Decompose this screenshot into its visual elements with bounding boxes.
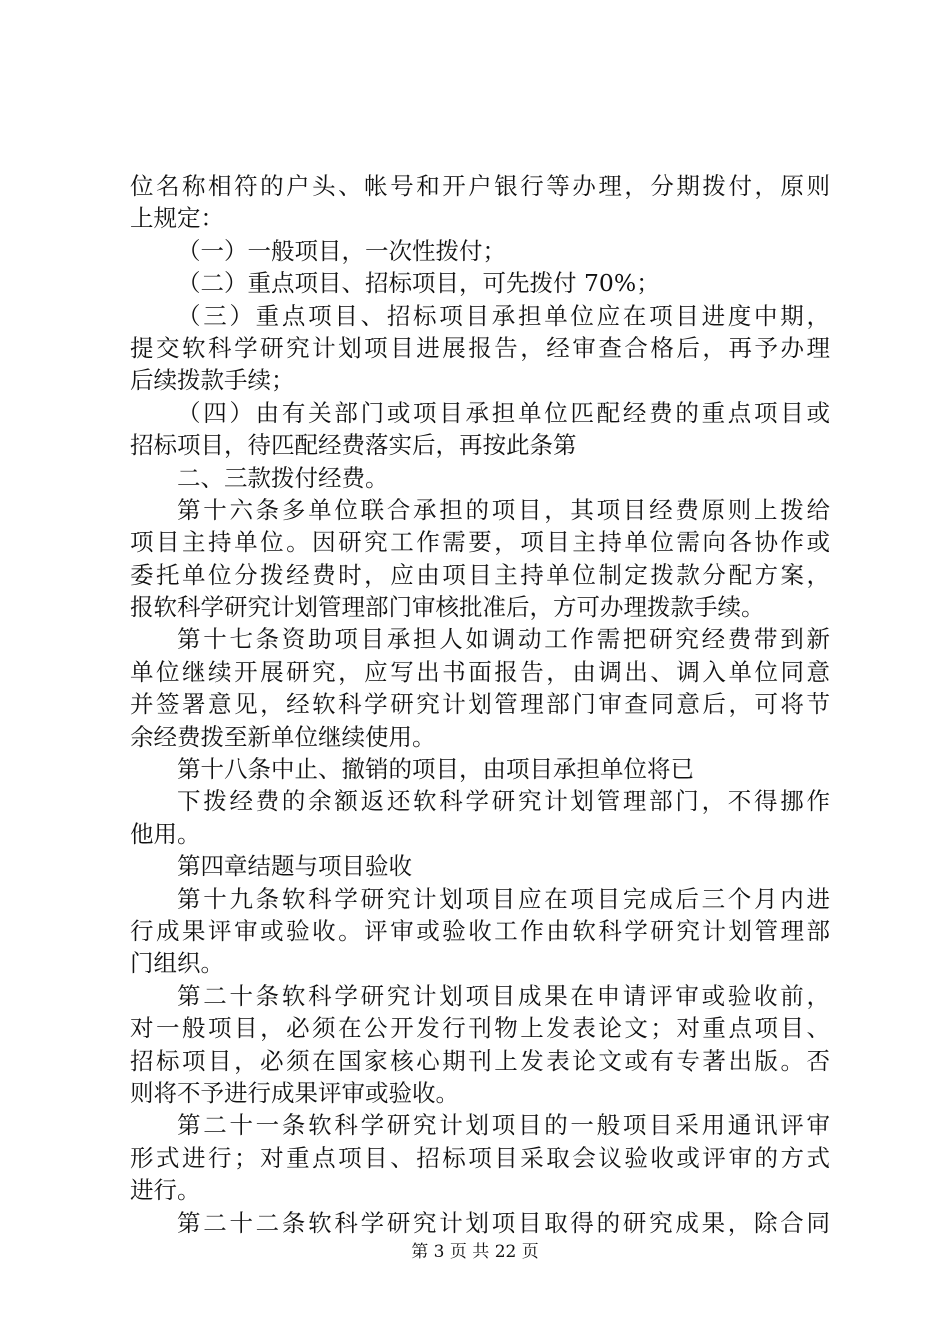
text-line: 第二十二条软科学研究计划项目取得的研究成果，除合同 xyxy=(177,1208,830,1237)
text-line: 提交软科学研究计划项目进展报告，经审查合格后，再予办理 xyxy=(130,333,830,362)
text-line: 第十六条多单位联合承担的项目，其项目经费原则上拨给 xyxy=(177,495,830,524)
text-line: 进行。 xyxy=(130,1176,201,1205)
text-line: （一）一般项目，一次性拨付； xyxy=(177,236,506,265)
text-line: 二、三款拨付经费。 xyxy=(177,463,389,492)
text-line: 委托单位分拨经费时，应由项目主持单位制定拨款分配方案， xyxy=(130,560,830,589)
text-line: 单位继续开展研究，应写出书面报告，由调出、调入单位同意 xyxy=(130,657,830,686)
text-line: 并签署意见，经软科学研究计划管理部门审查同意后，可将节 xyxy=(130,690,830,719)
text-line: 下拨经费的余额返还软科学研究计划管理部门，不得挪作 xyxy=(177,787,830,816)
text-line: 位名称相符的户头、帐号和开户银行等办理，分期拨付，原则 xyxy=(130,172,830,200)
text-line: （三）重点项目、招标项目承担单位应在项目进度中期， xyxy=(177,301,830,330)
text-line: （二）重点项目、招标项目，可先拨付 70%； xyxy=(177,269,660,298)
text-line: 报软科学研究计划管理部门审核批准后，方可办理拨款手续。 xyxy=(130,593,765,622)
text-line: 对一般项目，必须在公开发行刊物上发表论文；对重点项目、 xyxy=(130,1014,830,1043)
document-body xyxy=(130,170,830,1239)
text-line: 招标项目，待匹配经费落实后，再按此条第 xyxy=(130,431,577,460)
text-line: 余经费拨至新单位继续使用。 xyxy=(130,722,436,751)
text-line: 门组织。 xyxy=(130,949,224,978)
text-line: 招标项目，必须在国家核心期刊上发表论文或有专著出版。否 xyxy=(130,1046,830,1075)
text-line: 第四章结题与项目验收 xyxy=(177,852,412,881)
text-line: 第十九条软科学研究计划项目应在项目完成后三个月内进 xyxy=(177,884,830,913)
text-line: （四）由有关部门或项目承担单位匹配经费的重点项目或 xyxy=(177,398,830,427)
text-line: 行成果评审或验收。评审或验收工作由软科学研究计划管理部 xyxy=(130,916,830,945)
text-line: 上规定： xyxy=(130,204,224,233)
text-line: 他用。 xyxy=(130,819,201,848)
text-line: 后续拨款手续； xyxy=(130,366,295,395)
text-line: 则将不予进行成果评审或验收。 xyxy=(130,1078,459,1107)
text-line: 第十八条中止、撤销的项目，由项目承担单位将已 xyxy=(177,755,694,784)
text-line: 项目主持单位。因研究工作需要，项目主持单位需向各协作或 xyxy=(130,528,830,557)
page-footer: 第 3 页 共 22 页 xyxy=(411,1242,539,1262)
text-line: 第十七条资助项目承担人如调动工作需把研究经费带到新 xyxy=(177,625,830,654)
text-line: 形式进行；对重点项目、招标项目采取会议验收或评审的方式 xyxy=(130,1143,830,1172)
text-line: 第二十一条软科学研究计划项目的一般项目采用通讯评审 xyxy=(177,1111,830,1140)
text-line: 第二十条软科学研究计划项目成果在申请评审或验收前， xyxy=(177,981,830,1010)
